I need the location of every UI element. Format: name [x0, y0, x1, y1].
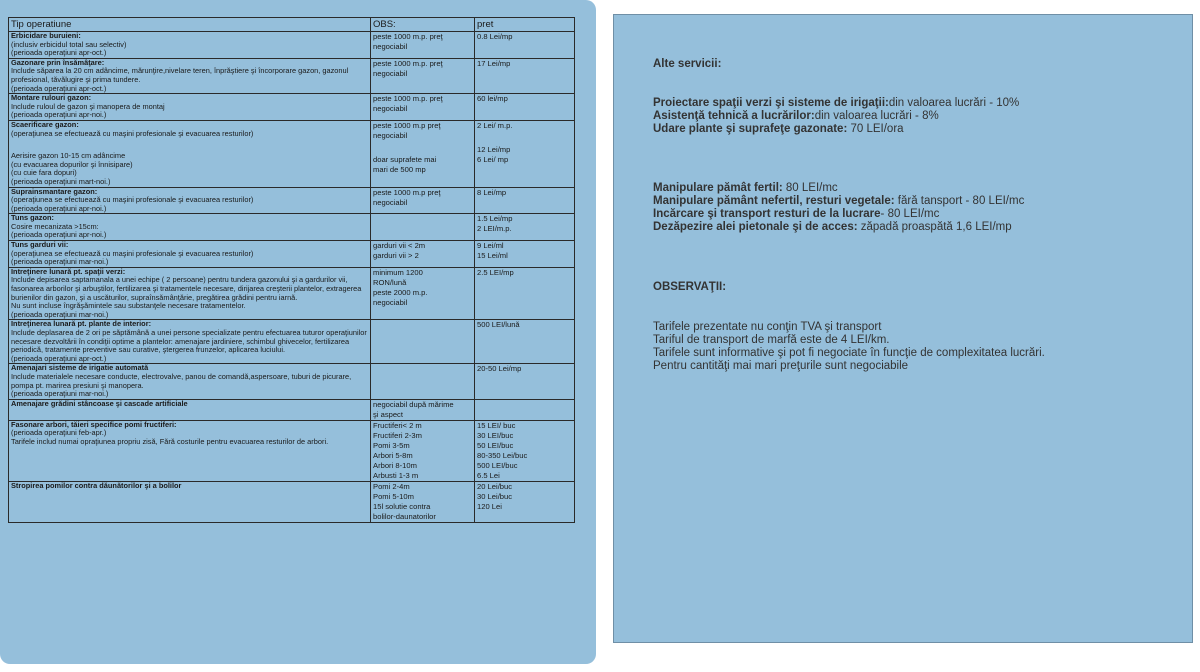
obs-text: negociabil: [373, 68, 408, 78]
obs-text: Pomi 5-10m: [373, 491, 414, 501]
service-value: zăpadă proaspătă 1,6 LEI/mp: [857, 221, 1012, 233]
operation-cell: [9, 94, 371, 121]
operation-detail: (perioada operaţiuni mart-noi.): [11, 176, 111, 186]
obs-text: negociabil: [373, 297, 408, 307]
table-row: [9, 187, 575, 214]
operation-title: Stropirea pomilor contra dăunătorilor şi a bolilor: [11, 481, 182, 490]
operation-cell: [9, 187, 371, 214]
price-text: 9 Lei/ml: [477, 241, 504, 251]
price-cell: [475, 187, 575, 214]
price-text: 20-50 Lei/mp: [477, 364, 522, 374]
price-text: 15 Lei/ml: [477, 251, 508, 261]
price-text: 20 Lei/buc: [477, 481, 513, 491]
table-row: [9, 214, 575, 241]
obs-cell: [371, 32, 475, 59]
service-value: fără tansport - 80 LEI/mc: [894, 195, 1025, 207]
service-value: 70 LEI/ora: [847, 123, 904, 135]
operation-detail: (operaţiunea se efectuează cu maşini profesionale şi evacuarea resturilor): [11, 248, 254, 258]
operation-cell: [9, 32, 371, 59]
obs-text: bolilor-daunatorilor: [373, 511, 436, 521]
price-text: 30 LEI/buc: [477, 430, 514, 440]
obs-text: negociabil: [373, 197, 408, 207]
price-cell: [475, 481, 575, 522]
observations-list: [653, 321, 1045, 373]
price-text: 500 LEI/buc: [477, 460, 518, 470]
price-text: 80-350 Lei/buc: [477, 450, 528, 460]
operation-cell: [9, 481, 371, 522]
obs-text: peste 1000 m.p preţ: [373, 187, 441, 197]
operation-detail: Include deplasarea de 2 ori pe săptămână a unei persone specializate pentru efectuarea tuturor operaţiunilor necesare dezvoltării în condiţii optime a plantelor: amenajare jardiniere, schimbul ghivecelor, fertilizarea periodică, tratamente preventive sau curative, ştergerea frunzelor, aplicarea luciului.: [11, 328, 367, 355]
obs-text: mari de 500 mp: [373, 164, 426, 174]
services-panel: [613, 14, 1193, 643]
operation-title: Montare rulouri gazon:: [11, 93, 92, 103]
operation-title: Tuns gazon:: [11, 213, 54, 223]
obs-text: Arbori 8-10m: [373, 460, 417, 470]
operation-title: Intreţinere lunară pt. spaţii verzi:: [11, 267, 126, 276]
obs-text: peste 1000 m.p. preţ: [373, 32, 443, 41]
price-text: 1.5 Lei/mp: [477, 214, 513, 224]
header-obs: OBS:: [371, 18, 475, 32]
obs-text: şi aspect: [373, 409, 403, 419]
operation-title: Tuns garduri vii:: [11, 240, 69, 250]
operation-cell: [9, 58, 371, 93]
service-line: [653, 123, 1019, 136]
service-line: [653, 208, 1024, 221]
table-row: [9, 267, 575, 320]
services-group-2: [653, 182, 1024, 234]
service-label: Proiectare spaţii verzi şi sisteme de irigaţii:: [653, 97, 889, 109]
obs-text: peste 1000 m.p preţ: [373, 120, 441, 130]
service-line: [653, 221, 1024, 234]
price-cell: [475, 320, 575, 364]
table-row: [9, 241, 575, 268]
obs-text: Fructiferi 2-3m: [373, 430, 422, 440]
obs-text: garduri vii < 2m: [373, 241, 426, 251]
obs-text: Arbusti 1-3 m: [373, 470, 419, 480]
operation-detail: (perioada operaţiuni mar-noi.): [11, 309, 109, 319]
operation-title: Erbicidare buruieni:: [11, 31, 81, 40]
spacer: [11, 138, 368, 152]
obs-cell: [371, 241, 475, 268]
operation-detail: (cu evacuarea dopurilor şi înnisipare): [11, 159, 133, 169]
service-label: Dezăpezire alei pietonale şi de acces:: [653, 221, 858, 233]
table-row: [9, 94, 575, 121]
price-cell: [475, 267, 575, 320]
operation-detail: (perioada operaţiuni apr-oct.): [11, 353, 107, 363]
service-value: din valoarea lucrări - 8%: [814, 110, 939, 122]
obs-cell: [371, 187, 475, 214]
obs-text: garduri vii > 2: [373, 251, 419, 261]
table-row: [9, 58, 575, 93]
operation-title: Intreţinerea lunară pt. plante de interior:: [11, 319, 152, 329]
service-label: Incărcare şi transport resturi de la lucrare: [653, 208, 881, 220]
operation-title: Suprainsmantare gazon:: [11, 187, 98, 196]
observation-line: Tarifele prezentate nu conţin TVA şi transport: [653, 321, 882, 333]
operation-cell: [9, 267, 371, 320]
operation-detail: Cosire mecanizata >15cm:: [11, 221, 99, 231]
operation-detail: (perioada operaţiuni mar-noi.): [11, 257, 109, 267]
operation-detail: Aerisire gazon 10-15 cm adâncime: [11, 151, 126, 161]
service-label: Manipulare pămât fertil:: [653, 182, 783, 194]
obs-text: peste 2000 m.p.: [373, 287, 428, 297]
price-text: 6.5 Lei: [477, 470, 500, 480]
operation-title: Gazonare prin însămâţare:: [11, 58, 105, 67]
price-list-panel: [0, 0, 596, 664]
operation-detail: Include depisarea saptamanala a unei echipe ( 2 persoane) pentru tundera gazonului şi a gardurilor vii, fasonarea arborilor şi arbuştilor, fertilizarea şi tratamentele necesare, dirijarea creşterii plantelor, extragerea burienilor din gazon, şi a uscăturilor, supraînsămânţărie, pregătirea grădini pentru iarnă.: [11, 275, 362, 302]
operation-detail: (perioada operaţiuni apr-noi.): [11, 110, 107, 120]
table-body: [9, 32, 575, 523]
obs-text: negociabil: [373, 104, 408, 114]
operation-detail: Include materialele necesare conducte, electrovalve, panou de comandă,aspersoare, tuburi de picurare, pompa pt. marirea presiuni şi manopera.: [11, 371, 352, 390]
price-text: 120 Lei: [477, 501, 502, 511]
obs-cell: [371, 364, 475, 399]
service-value: 80 LEI/mc: [782, 182, 838, 194]
price-text: 12 Lei/mp: [477, 144, 511, 154]
price-cell: [475, 399, 575, 420]
price-cell: [475, 58, 575, 93]
obs-text: Arbori 5-8m: [373, 450, 413, 460]
price-text: 15 LEI/ buc: [477, 420, 516, 430]
table-row: [9, 399, 575, 420]
price-cell: [475, 32, 575, 59]
obs-cell: [371, 214, 475, 241]
observation-line: Pentru cantităţi mai mari preţurile sunt negociabile: [653, 360, 909, 372]
obs-text: negociabil după mărime: [373, 399, 454, 409]
service-line: [653, 182, 1024, 195]
price-text: 50 LEI/buc: [477, 440, 514, 450]
price-text: 30 Lei/buc: [477, 491, 513, 501]
table-row: [9, 420, 575, 481]
obs-text: minimum 1200: [373, 267, 423, 277]
operation-detail: (operaţiunea se efectuează cu maşini profesionale şi evacuarea resturilor): [11, 195, 254, 205]
operation-detail: Include ruloul de gazon şi manopera de montaj: [11, 101, 165, 111]
obs-cell: [371, 420, 475, 481]
obs-text: Pomi 3-5m: [373, 440, 410, 450]
service-value: - 80 LEI/mc: [880, 208, 940, 220]
operation-title: Fasonare arbori, tăieri specifice pomi fructiferi:: [11, 420, 177, 429]
obs-cell: [371, 120, 475, 187]
table-row: [9, 364, 575, 399]
price-text: 60 lei/mp: [477, 94, 508, 104]
spacer: [477, 131, 572, 145]
price-text: 0.8 Lei/mp: [477, 32, 513, 41]
service-line: [653, 97, 1019, 110]
price-table: [8, 17, 575, 523]
table-row: [9, 32, 575, 59]
header-operation: Tip operatiune: [9, 18, 371, 32]
service-line: [653, 110, 1019, 123]
price-text: 6 Lei/ mp: [477, 154, 509, 164]
operation-cell: [9, 214, 371, 241]
observation-line: Tarifele sunt informative şi pot fi negociate în funcţie de complexitatea lucrări.: [653, 347, 1045, 359]
price-cell: [475, 120, 575, 187]
obs-text: doar suprafete mai: [373, 154, 437, 164]
obs-text: Fructiferi< 2 m: [373, 420, 422, 430]
operation-detail: (inclusiv erbicidul total sau selectiv): [11, 39, 127, 49]
header-price: pret: [475, 18, 575, 32]
operation-detail: (perioada operaţiuni apr-oct.): [11, 83, 107, 93]
operation-cell: [9, 420, 371, 481]
services-group-1: [653, 97, 1019, 136]
operation-detail: (perioada operaţiuni apr-oct.): [11, 48, 107, 58]
obs-cell: [371, 94, 475, 121]
service-label: Manipulare pământ nefertil, resturi vegetale:: [653, 195, 895, 207]
price-text: 500 LEI/lună: [477, 320, 520, 330]
operation-cell: [9, 120, 371, 187]
operation-detail: Nu sunt incluse îngrăşămintele sau substanţele necesare tratamentelor.: [11, 301, 246, 311]
price-text: 17 Lei/mp: [477, 58, 511, 68]
obs-cell: [371, 267, 475, 320]
service-value: din valoarea lucrări - 10%: [888, 97, 1020, 109]
operation-title: Scaerificare gazon:: [11, 120, 79, 129]
operation-cell: [9, 399, 371, 420]
obs-text: negociabil: [373, 130, 408, 140]
operation-title: Amenajare grădini stâncoase şi cascade artificiale: [11, 399, 188, 408]
obs-cell: [371, 481, 475, 522]
price-text: 8 Lei/mp: [477, 187, 507, 197]
service-label: Udare plante şi suprafeţe gazonate:: [653, 123, 848, 135]
obs-text: peste 1000 m.p. preţ: [373, 58, 443, 68]
operation-detail: (operaţiunea se efectuează cu maşini profesionale şi evacuarea resturilor): [11, 128, 254, 138]
obs-cell: [371, 399, 475, 420]
operation-cell: [9, 320, 371, 364]
operation-cell: [9, 364, 371, 399]
service-line: [653, 195, 1024, 208]
price-cell: [475, 214, 575, 241]
price-cell: [475, 94, 575, 121]
price-text: 2 Lei/ m.p.: [477, 120, 513, 130]
obs-cell: [371, 320, 475, 364]
table-row: [9, 481, 575, 522]
price-cell: [475, 420, 575, 481]
price-text: 2.5 LEI/mp: [477, 267, 514, 277]
operation-detail: (perioada operaţiuni feb-apr.): [11, 428, 107, 438]
spacer: [373, 141, 472, 155]
obs-text: RON/lună: [373, 277, 407, 287]
price-cell: [475, 241, 575, 268]
operation-cell: [9, 241, 371, 268]
operation-title: Amenajari sisteme de irigatie automată: [11, 363, 149, 373]
operation-detail: (cu cuie fara dopuri): [11, 168, 77, 178]
obs-text: negociabil: [373, 42, 408, 51]
observations-heading: OBSERVAŢII:: [653, 281, 727, 293]
obs-cell: [371, 58, 475, 93]
service-label: Asistenţă tehnică a lucrărilor:: [653, 110, 815, 122]
price-text: 2 LEI/m.p.: [477, 224, 512, 234]
obs-text: peste 1000 m.p. preţ: [373, 94, 443, 104]
operation-detail: (perioada operaţiuni apr-noi.): [11, 230, 107, 240]
operation-detail: (perioada operaţiuni apr-noi.): [11, 203, 107, 213]
operation-detail: Tarifele includ numai opraţiunea propriu zisă, Fără costurile pentru evacuarea resturilor de arbori.: [11, 436, 329, 446]
services-heading: Alte servicii:: [653, 58, 722, 70]
table-row: [9, 120, 575, 187]
operation-detail: (perioada operaţiuni mar-noi.): [11, 389, 109, 399]
price-cell: [475, 364, 575, 399]
observation-line: Tariful de transport de marfă este de 4 LEI/km.: [653, 334, 890, 346]
obs-text: Pomi 2-4m: [373, 481, 410, 491]
operation-detail: Include săparea la 20 cm adâncime, mărunţire,nivelare teren, înprăştiere şi încorporare gazon, gazonul profesional, tăvălugire şi prima tundere.: [11, 66, 349, 84]
table-header-row: [9, 18, 575, 32]
obs-text: 15l solutie contra: [373, 501, 431, 511]
table-row: [9, 320, 575, 364]
